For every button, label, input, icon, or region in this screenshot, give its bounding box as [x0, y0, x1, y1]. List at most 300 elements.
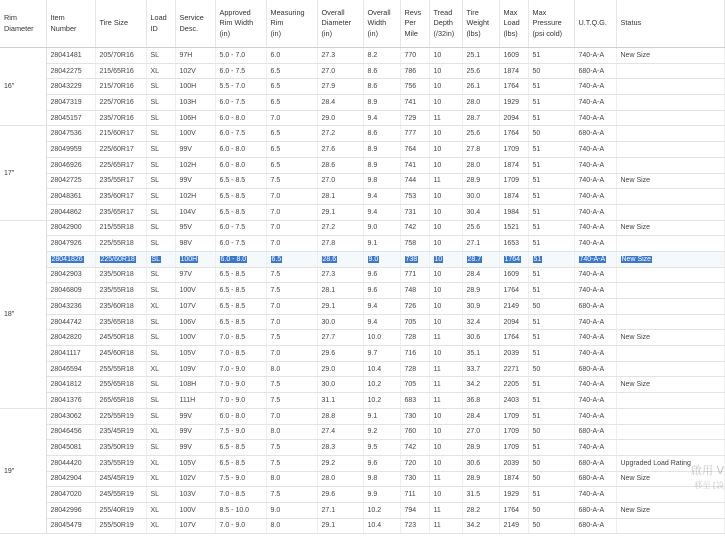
status-value: New Size [620, 381, 651, 389]
load-id-cell [146, 408, 175, 424]
item-number-value: 28046594 [50, 365, 82, 373]
revs-per-mile-value: 786 [404, 67, 417, 75]
max-pressure-cell [528, 377, 574, 393]
tire-weight-cell [462, 283, 499, 299]
utqg-cell [574, 251, 616, 267]
max-load-cell [499, 204, 528, 220]
overall-diameter-value: 30.0 [321, 381, 336, 389]
tire-weight-value: 28.7 [467, 255, 482, 263]
service-desc-value: 100V [179, 287, 196, 295]
rim-width-value: 7.0 - 9.0 [219, 381, 246, 389]
revs-per-mile-value: 756 [404, 83, 417, 91]
rim-width-value: 6.0 - 7.5 [219, 67, 246, 75]
measuring-rim-value: 6.5 [270, 145, 281, 153]
tire-size-value: 225/55R18 [99, 240, 134, 248]
tread-depth-value: 10 [433, 145, 442, 153]
max-pressure-value: 50 [532, 130, 541, 138]
measuring-rim-value: 7.0 [270, 349, 281, 357]
overall-diameter-cell [317, 126, 363, 142]
status-cell [616, 48, 724, 64]
tire-size-cell [95, 424, 146, 440]
overall-diameter-cell [317, 173, 363, 189]
revs-per-mile-value: 705 [404, 381, 417, 389]
tire-size-cell [95, 283, 146, 299]
overall-width-cell [363, 424, 400, 440]
watermark-line-1: 啟用 V [690, 464, 724, 477]
overall-diameter-value: 28.1 [321, 287, 336, 295]
tire-size-cell [95, 204, 146, 220]
revs-per-mile-cell [400, 471, 429, 487]
max-load-value: 1764 [503, 130, 520, 138]
load-id-cell [146, 393, 175, 409]
revs-per-mile-value: 728 [404, 334, 417, 342]
max-pressure-value: 50 [532, 475, 541, 483]
load-id-value: SL [150, 208, 160, 216]
tread-depth-cell [429, 220, 462, 236]
item-number-value: 28041117 [50, 349, 81, 357]
max-load-cell [499, 487, 528, 503]
overall-width-cell [363, 518, 400, 534]
revs-per-mile-value: 730 [404, 475, 417, 483]
tire-weight-value: 34.2 [466, 381, 481, 389]
revs-per-mile-cell [400, 377, 429, 393]
overall-diameter-cell [317, 361, 363, 377]
rim-width-cell [215, 455, 266, 471]
load-id-value: SL [150, 193, 160, 201]
column-header: Service Desc. [175, 0, 215, 48]
overall-diameter-value: 27.1 [321, 506, 336, 514]
tread-depth-cell [429, 314, 462, 330]
utqg-value: 680-A-A [578, 459, 605, 467]
tread-depth-cell [429, 204, 462, 220]
tread-depth-value: 10 [433, 412, 442, 420]
status-cell [616, 251, 724, 267]
column-header: U.T.Q.G. [574, 0, 616, 48]
tread-depth-value: 10 [433, 240, 442, 248]
tire-weight-value: 27.0 [466, 428, 481, 436]
tread-depth-value: 10 [433, 193, 442, 201]
revs-per-mile-value: 705 [404, 318, 417, 326]
revs-per-mile-cell [400, 189, 429, 205]
tire-weight-cell [462, 346, 499, 362]
tread-depth-value: 10 [433, 349, 442, 357]
measuring-rim-cell [266, 220, 317, 236]
max-load-value: 1653 [503, 240, 520, 248]
overall-diameter-cell [317, 236, 363, 252]
tread-depth-value: 10 [434, 255, 443, 263]
status-cell [616, 314, 724, 330]
utqg-value: 740-A-A [578, 193, 605, 201]
overall-width-value: 8.9 [367, 161, 378, 169]
item-number-cell [46, 267, 95, 283]
tread-depth-cell [429, 236, 462, 252]
tread-depth-value: 11 [433, 381, 441, 389]
revs-per-mile-value: 764 [404, 145, 417, 153]
utqg-value: 680-A-A [578, 130, 605, 138]
rim-width-value: 7.0 - 9.0 [219, 365, 246, 373]
status-cell [616, 236, 724, 252]
revs-per-mile-cell [400, 204, 429, 220]
tread-depth-cell [429, 267, 462, 283]
overall-diameter-cell [317, 440, 363, 456]
rim-width-value: 7.0 - 9.0 [219, 522, 246, 530]
tire-weight-value: 27.8 [466, 145, 481, 153]
load-id-value: SL [150, 240, 160, 248]
item-number-cell [46, 126, 95, 142]
measuring-rim-value: 7.0 [270, 302, 281, 310]
measuring-rim-cell [266, 440, 317, 456]
tire-weight-cell [462, 95, 499, 111]
item-number-value: 28046926 [50, 161, 82, 169]
rim-width-cell [215, 48, 266, 64]
service-desc-cell [175, 377, 215, 393]
measuring-rim-value: 6.5 [271, 255, 282, 263]
load-id-cell [146, 204, 175, 220]
tire-size-value: 235/70R16 [99, 114, 134, 122]
tire-weight-cell [462, 361, 499, 377]
max-pressure-cell [528, 267, 574, 283]
rim-width-cell [215, 424, 266, 440]
service-desc-cell [175, 518, 215, 534]
max-pressure-cell [528, 424, 574, 440]
status-value: New Size [621, 255, 652, 263]
table-row [0, 393, 724, 409]
measuring-rim-cell [266, 502, 317, 518]
rim-width-cell [215, 314, 266, 330]
rim-diameter-cell: 19" [0, 408, 46, 534]
overall-diameter-value: 28.3 [321, 444, 336, 452]
measuring-rim-cell [266, 48, 317, 64]
utqg-cell [574, 110, 616, 126]
table-row [0, 314, 724, 330]
revs-per-mile-value: 716 [404, 349, 417, 357]
tire-size-value: 235/50R19 [99, 444, 134, 452]
utqg-cell [574, 63, 616, 79]
revs-per-mile-value: 771 [404, 271, 417, 279]
status-cell [616, 189, 724, 205]
max-load-value: 1709 [503, 444, 520, 452]
table-row [0, 173, 724, 189]
service-desc-cell [175, 79, 215, 95]
measuring-rim-value: 7.0 [270, 240, 281, 248]
measuring-rim-cell [266, 393, 317, 409]
overall-diameter-value: 28.6 [321, 161, 336, 169]
tire-size-cell [95, 126, 146, 142]
overall-width-cell [363, 173, 400, 189]
overall-width-value: 8.6 [367, 130, 378, 138]
tread-depth-cell [429, 189, 462, 205]
revs-per-mile-cell [400, 63, 429, 79]
table-row [0, 471, 724, 487]
utqg-cell [574, 126, 616, 142]
measuring-rim-value: 7.5 [270, 459, 281, 467]
tire-weight-cell [462, 189, 499, 205]
rim-width-cell [215, 393, 266, 409]
rim-width-cell [215, 518, 266, 534]
revs-per-mile-cell [400, 393, 429, 409]
overall-width-value: 10.0 [367, 334, 382, 342]
rim-width-value: 7.0 - 8.5 [219, 491, 246, 499]
service-desc-value: 106V [179, 318, 196, 326]
tire-weight-value: 32.4 [466, 318, 481, 326]
utqg-value: 740-A-A [578, 114, 605, 122]
max-pressure-value: 51 [532, 177, 541, 185]
column-header: Overall Diameter (in) [317, 0, 363, 48]
table-row [0, 377, 724, 393]
table-row [0, 251, 724, 267]
load-id-value: XL [150, 67, 160, 75]
tire-weight-value: 28.4 [466, 412, 481, 420]
measuring-rim-value: 7.5 [270, 491, 281, 499]
rim-width-value: 6.5 - 8.5 [219, 318, 246, 326]
tire-size-value: 245/60R18 [99, 349, 134, 357]
load-id-cell [146, 173, 175, 189]
overall-width-cell [363, 502, 400, 518]
utqg-value: 680-A-A [578, 522, 605, 530]
service-desc-value: 100H [180, 255, 198, 263]
max-load-value: 1709 [503, 428, 520, 436]
max-load-cell [499, 220, 528, 236]
tire-size-cell [95, 79, 146, 95]
max-pressure-value: 51 [532, 145, 541, 153]
load-id-cell [146, 95, 175, 111]
status-value: New Size [620, 177, 651, 185]
tire-weight-cell [462, 377, 499, 393]
utqg-value: 740-A-A [578, 287, 605, 295]
measuring-rim-value: 6.5 [270, 67, 281, 75]
item-number-value: 28045081 [50, 444, 82, 452]
tire-size-value: 245/50R18 [99, 334, 134, 342]
max-load-cell [499, 330, 528, 346]
tread-depth-cell [429, 251, 462, 267]
revs-per-mile-value: 758 [404, 240, 417, 248]
utqg-cell [574, 424, 616, 440]
max-load-value: 1874 [503, 475, 520, 483]
column-header: Max Pressure (psi cold) [528, 0, 574, 48]
tire-weight-value: 36.8 [466, 396, 481, 404]
max-pressure-cell [528, 361, 574, 377]
max-load-value: 1764 [503, 506, 520, 514]
tire-size-value: 255/65R18 [99, 381, 134, 389]
service-desc-value: 105V [179, 459, 196, 467]
measuring-rim-cell [266, 95, 317, 111]
max-load-value: 2039 [503, 459, 520, 467]
status-cell [616, 95, 724, 111]
measuring-rim-value: 8.0 [270, 522, 281, 530]
service-desc-value: 105V [179, 349, 196, 357]
item-number-value: 28042820 [50, 334, 82, 342]
measuring-rim-cell [266, 173, 317, 189]
measuring-rim-cell [266, 330, 317, 346]
status-value: New Size [620, 506, 651, 514]
table-row [0, 204, 724, 220]
service-desc-value: 97V [179, 271, 192, 279]
rim-width-cell [215, 204, 266, 220]
tread-depth-cell [429, 283, 462, 299]
rim-diameter-cell: 18" [0, 220, 46, 408]
max-load-value: 1709 [503, 177, 520, 185]
tire-size-value: 225/70R16 [99, 98, 134, 106]
max-load-value: 1709 [503, 145, 520, 153]
measuring-rim-value: 7.5 [270, 334, 281, 342]
measuring-rim-value: 7.0 [270, 224, 281, 232]
revs-per-mile-value: 723 [404, 522, 417, 530]
utqg-value: 740-A-A [578, 381, 605, 389]
tire-size-value: 215/60R17 [99, 130, 134, 138]
rim-width-cell [215, 63, 266, 79]
tire-size-cell [95, 110, 146, 126]
table-row [0, 157, 724, 173]
measuring-rim-value: 7.0 [270, 193, 281, 201]
rim-width-value: 6.5 - 8.5 [219, 287, 246, 295]
tire-size-value: 235/50R18 [99, 271, 134, 279]
max-load-value: 1521 [503, 224, 520, 232]
item-number-value: 28041376 [50, 396, 82, 404]
tread-depth-value: 11 [433, 334, 441, 342]
service-desc-cell [175, 267, 215, 283]
overall-width-cell [363, 79, 400, 95]
measuring-rim-cell [266, 424, 317, 440]
item-number-value: 28044420 [50, 459, 82, 467]
tread-depth-value: 10 [433, 491, 442, 499]
item-number-value: 28045157 [50, 114, 82, 122]
overall-width-value: 9.5 [367, 444, 378, 452]
max-pressure-cell [528, 502, 574, 518]
tread-depth-value: 10 [433, 98, 442, 106]
max-load-value: 2039 [503, 349, 520, 357]
table-row [0, 487, 724, 503]
status-cell [616, 267, 724, 283]
overall-width-cell [363, 377, 400, 393]
max-load-value: 1929 [503, 491, 520, 499]
rim-width-cell [215, 471, 266, 487]
revs-per-mile-cell [400, 267, 429, 283]
item-number-value: 28041826 [51, 255, 83, 263]
service-desc-value: 104V [179, 208, 196, 216]
overall-diameter-cell [317, 48, 363, 64]
overall-width-value: 9.9 [367, 491, 378, 499]
measuring-rim-cell [266, 518, 317, 534]
rim-width-value: 7.0 - 8.5 [219, 334, 246, 342]
overall-diameter-cell [317, 330, 363, 346]
tire-weight-cell [462, 487, 499, 503]
utqg-cell [574, 267, 616, 283]
overall-width-value: 9.4 [367, 318, 378, 326]
tread-depth-cell [429, 408, 462, 424]
table-row [0, 63, 724, 79]
revs-per-mile-value: 683 [404, 396, 417, 404]
rim-width-cell [215, 251, 266, 267]
tire-size-cell [95, 487, 146, 503]
max-load-value: 2271 [503, 365, 520, 373]
max-pressure-cell [528, 393, 574, 409]
service-desc-value: 103H [179, 98, 197, 106]
utqg-cell [574, 393, 616, 409]
utqg-cell [574, 173, 616, 189]
revs-per-mile-cell [400, 346, 429, 362]
max-load-cell [499, 283, 528, 299]
load-id-value: XL [150, 428, 160, 436]
max-pressure-cell [528, 204, 574, 220]
utqg-value: 680-A-A [578, 67, 605, 75]
max-pressure-value: 51 [532, 444, 541, 452]
service-desc-cell [175, 361, 215, 377]
max-load-cell [499, 110, 528, 126]
item-number-cell [46, 361, 95, 377]
table-row [0, 518, 724, 534]
tire-weight-value: 28.9 [466, 444, 481, 452]
measuring-rim-value: 7.5 [270, 287, 281, 295]
overall-width-cell [363, 330, 400, 346]
tire-weight-cell [462, 314, 499, 330]
tire-size-cell [95, 299, 146, 315]
measuring-rim-cell [266, 487, 317, 503]
table-row [0, 283, 724, 299]
rim-width-cell [215, 502, 266, 518]
tire-weight-value: 30.4 [466, 208, 481, 216]
max-pressure-value: 51 [532, 318, 541, 326]
overall-width-value: 10.2 [367, 381, 382, 389]
revs-per-mile-value: 753 [404, 193, 417, 201]
column-header: Revs Per Mile [400, 0, 429, 48]
service-desc-cell [175, 314, 215, 330]
tire-size-value: 215/70R16 [99, 83, 134, 91]
table-body [0, 48, 724, 534]
tire-size-value: 265/65R18 [99, 396, 134, 404]
overall-diameter-value: 29.1 [321, 208, 336, 216]
column-header: Status [616, 0, 724, 48]
rim-width-value: 6.0 - 7.5 [219, 130, 246, 138]
service-desc-cell [175, 471, 215, 487]
overall-width-value: 9.1 [367, 412, 378, 420]
max-pressure-cell [528, 518, 574, 534]
rim-width-value: 6.5 - 8.5 [219, 459, 246, 467]
service-desc-value: 111H [179, 396, 196, 404]
item-number-value: 28042275 [50, 67, 82, 75]
utqg-value: 740-A-A [578, 318, 605, 326]
overall-width-cell [363, 299, 400, 315]
revs-per-mile-value: 741 [404, 98, 417, 106]
load-id-value: XL [150, 459, 160, 467]
revs-per-mile-value: 760 [404, 428, 417, 436]
max-pressure-cell [528, 408, 574, 424]
tire-weight-value: 33.7 [466, 365, 481, 373]
status-cell [616, 455, 724, 471]
tread-depth-value: 10 [433, 67, 442, 75]
tire-weight-value: 31.5 [466, 491, 481, 499]
measuring-rim-cell [266, 236, 317, 252]
tire-size-cell [95, 173, 146, 189]
status-cell [616, 440, 724, 456]
tire-size-cell [95, 314, 146, 330]
rim-diameter-cell: 17" [0, 126, 46, 220]
revs-per-mile-value: 794 [404, 506, 417, 514]
service-desc-cell [175, 299, 215, 315]
load-id-value: SL [150, 114, 160, 122]
overall-diameter-value: 31.1 [321, 396, 336, 404]
item-number-cell [46, 330, 95, 346]
overall-width-value: 9.7 [367, 349, 378, 357]
tread-depth-cell [429, 440, 462, 456]
revs-per-mile-value: 742 [404, 224, 417, 232]
overall-diameter-value: 30.0 [321, 318, 336, 326]
max-pressure-cell [528, 79, 574, 95]
overall-width-value: 10.4 [367, 522, 382, 530]
utqg-value: 740-A-A [578, 51, 605, 59]
overall-width-value: 9.0 [367, 224, 378, 232]
max-pressure-cell [528, 471, 574, 487]
measuring-rim-cell [266, 408, 317, 424]
